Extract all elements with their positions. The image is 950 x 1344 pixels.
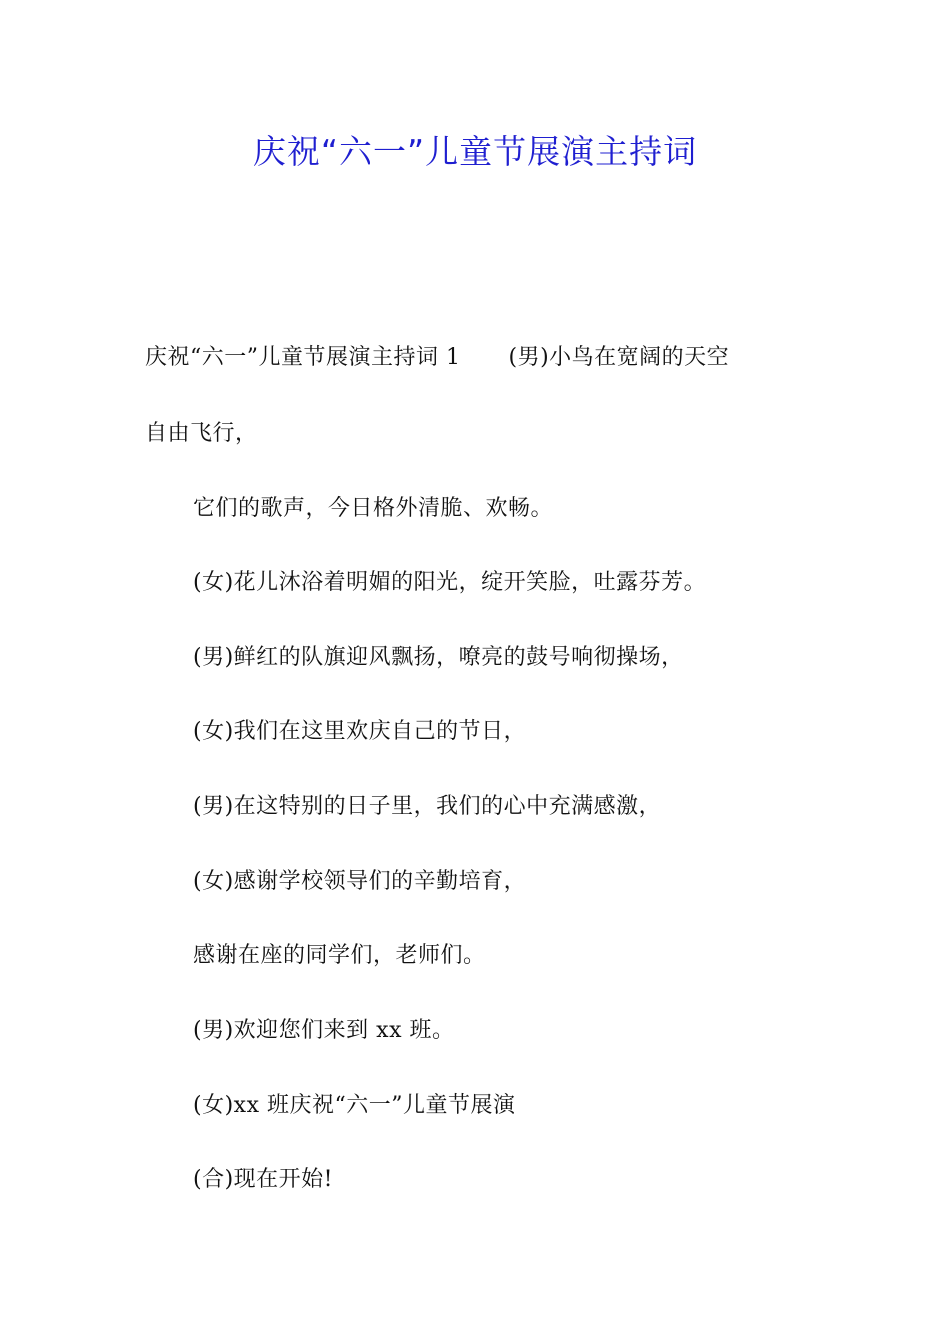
heading-text: 庆祝“六一”儿童节展演主持词 1 <box>145 345 461 370</box>
line-text: (男)小鸟在宽阔的天空 <box>508 345 730 370</box>
paragraph-line-9: 感谢在座的同学们，老师们。 <box>193 943 486 968</box>
paragraph-line-5: (男)鲜红的队旗迎风飘扬，嘹亮的鼓号响彻操场， <box>193 645 684 670</box>
paragraph-line-7: (男)在这特别的日子里，我们的心中充满感激， <box>193 794 662 819</box>
paragraph-line-8: (女)感谢学校领导们的辛勤培育， <box>193 869 527 894</box>
document-title: 庆祝“六一”儿童节展演主持词 <box>252 132 698 171</box>
paragraph-line-12: (合)现在开始! <box>193 1167 334 1192</box>
paragraph-line-4: (女)花儿沐浴着明媚的阳光，绽开笑脸，吐露芬芳。 <box>193 570 707 595</box>
paragraph-line-10: (男)欢迎您们来到 xx 班。 <box>193 1018 455 1043</box>
paragraph-line-6: (女)我们在这里欢庆自己的节日， <box>193 719 527 744</box>
paragraph-line-11: (女)xx 班庆祝“六一”儿童节展演 <box>193 1093 516 1118</box>
paragraph-line-1 <box>145 342 729 374</box>
paragraph-line-3: 它们的歌声，今日格外清脆、欢畅。 <box>193 496 554 521</box>
paragraph-line-2: 自由飞行， <box>145 421 258 446</box>
